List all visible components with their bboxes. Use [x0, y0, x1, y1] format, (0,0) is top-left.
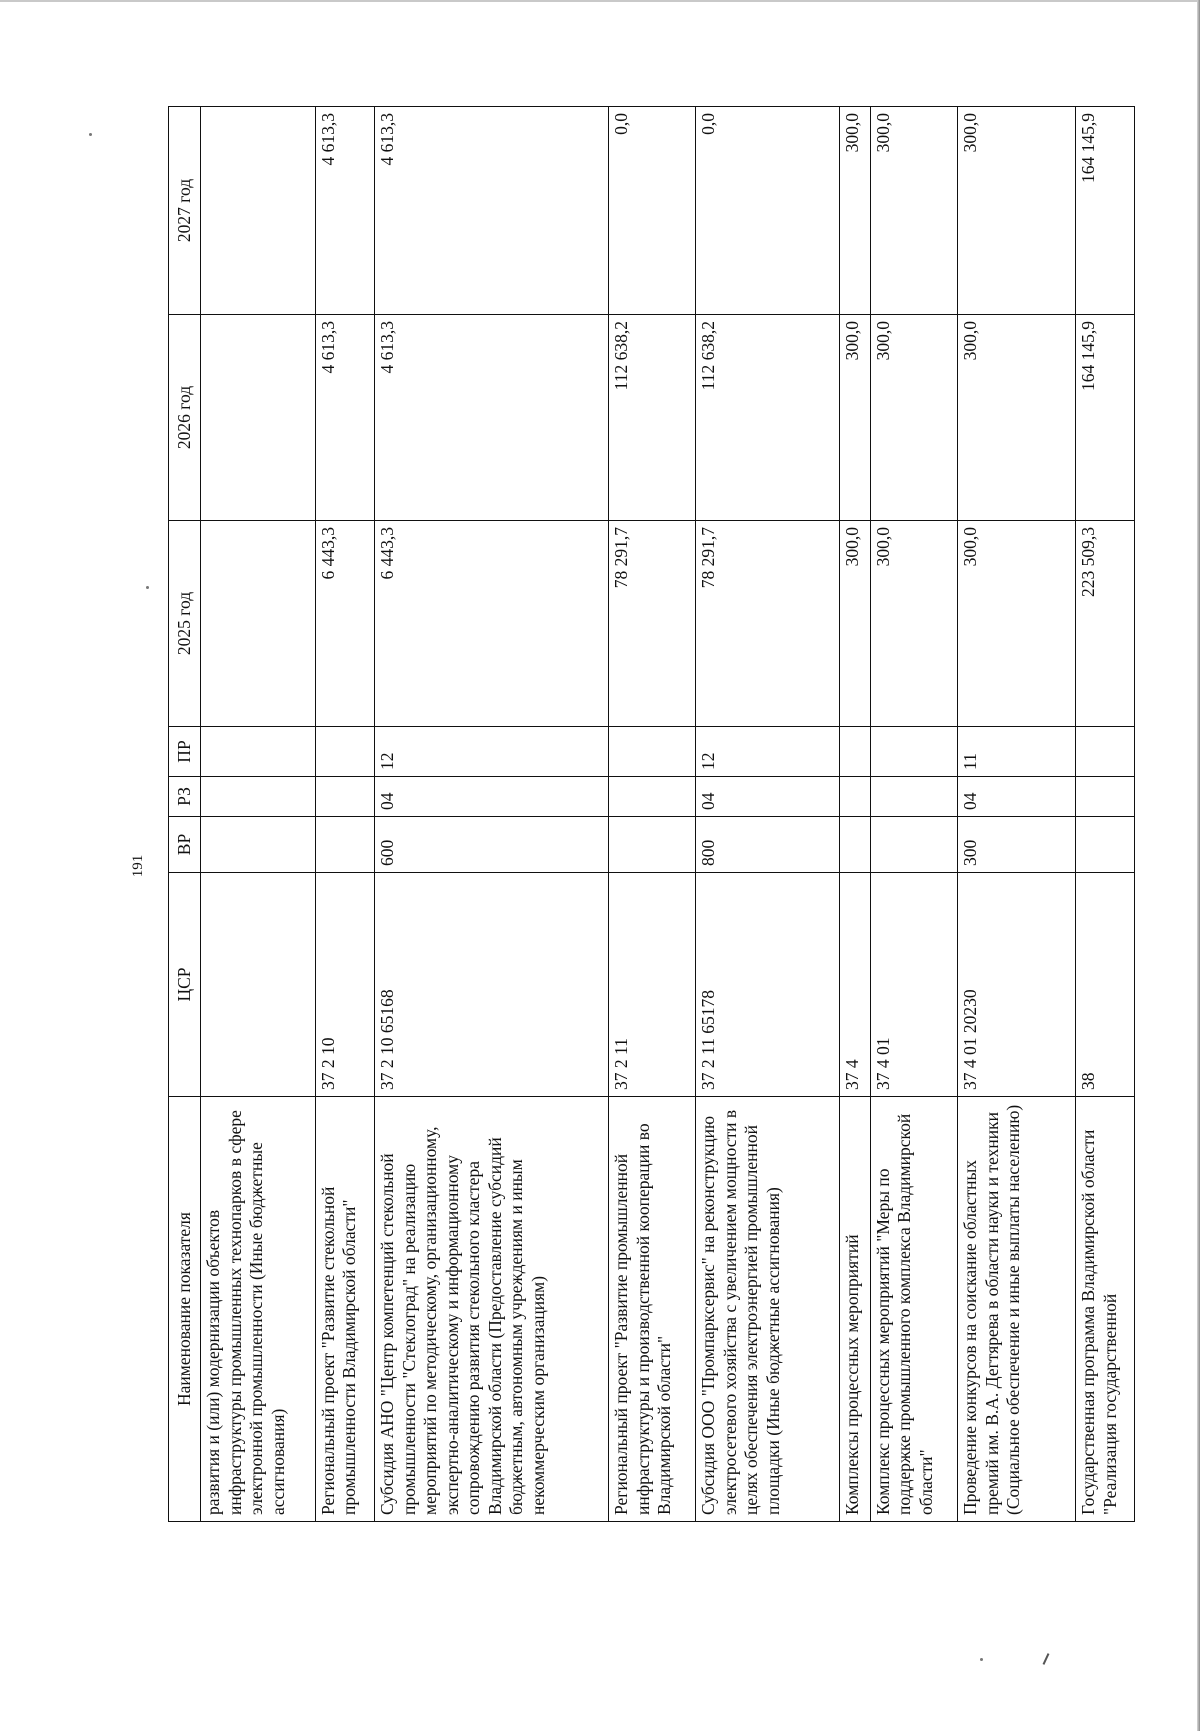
cell-2025: 78 291,7 — [696, 521, 840, 727]
table-row — [840, 107, 870, 1522]
cell-pr — [840, 727, 870, 777]
cell-pr — [201, 727, 316, 777]
cell-2027: 0,0 — [609, 107, 696, 315]
cell-2025: 6 443,3 — [315, 521, 375, 727]
budget-table — [168, 106, 1135, 1522]
cell-rz — [870, 777, 958, 817]
cell-pr — [1076, 727, 1135, 777]
cell-name: Государственная программа Владимирской области "Реализация государственной — [1076, 1097, 1135, 1522]
cell-2027 — [201, 107, 316, 315]
cell-rz — [201, 777, 316, 817]
cell-name: Региональный проект "Развитие промышленной инфраструктуры и производственной кооперации во Владимирской области" — [609, 1097, 696, 1522]
cell-2027: 164 145,9 — [1076, 107, 1135, 315]
table-row — [201, 107, 316, 1522]
cell-vr — [609, 817, 696, 873]
cell-vr — [315, 817, 375, 873]
cell-2027: 300,0 — [958, 107, 1076, 315]
cell-rz: 04 — [375, 777, 609, 817]
cell-2026: 300,0 — [958, 315, 1076, 521]
scan-speck — [980, 1658, 983, 1661]
cell-csr: 37 4 — [840, 873, 870, 1097]
cell-2025: 223 509,3 — [1076, 521, 1135, 727]
cell-name: Субсидия АНО "Центр компетенций стекольной промышленности "Стеклоград" на реализацию мероприятий по методическому, организационному, экспертно-аналитическому и информационному сопровождению развития стекольного кластера Владимирской области (Предоставление субсидий бюджетным, автономным учреждениям и иным некоммерческим организациям) — [375, 1097, 609, 1522]
cell-csr: 37 2 11 65178 — [696, 873, 840, 1097]
cell-2026: 4 613,3 — [375, 315, 609, 521]
cell-2026: 300,0 — [840, 315, 870, 521]
cell-csr: 37 4 01 — [870, 873, 958, 1097]
cell-2025: 300,0 — [958, 521, 1076, 727]
cell-pr — [315, 727, 375, 777]
cell-csr — [201, 873, 316, 1097]
header-rz: РЗ — [169, 777, 201, 817]
header-2027: 2027 год — [169, 107, 201, 315]
cell-csr: 37 2 10 — [315, 873, 375, 1097]
cell-csr: 37 2 11 — [609, 873, 696, 1097]
cell-rz: 04 — [696, 777, 840, 817]
cell-vr — [201, 817, 316, 873]
cell-2027: 0,0 — [696, 107, 840, 315]
cell-rz: 04 — [958, 777, 1076, 817]
table-row — [1076, 107, 1135, 1522]
cell-2026: 300,0 — [870, 315, 958, 521]
cell-name: Проведение конкурсов на соискание областных премий им. В.А. Дегтярева в области науки и техники (Социальное обеспечение и иные выплаты населению) — [958, 1097, 1076, 1522]
table-row — [609, 107, 696, 1522]
cell-csr: 38 — [1076, 873, 1135, 1097]
cell-rz — [840, 777, 870, 817]
cell-name: Региональный проект "Развитие стекольной промышленности Владимирской области" — [315, 1097, 375, 1522]
cell-pr — [609, 727, 696, 777]
cell-vr: 800 — [696, 817, 840, 873]
cell-2026: 112 638,2 — [609, 315, 696, 521]
cell-2026: 4 613,3 — [315, 315, 375, 521]
cell-csr: 37 4 01 20230 — [958, 873, 1076, 1097]
table-row — [375, 107, 609, 1522]
scan-pen-mark — [1043, 1653, 1050, 1665]
scan-speck — [146, 586, 149, 589]
cell-2025: 6 443,3 — [375, 521, 609, 727]
cell-vr — [1076, 817, 1135, 873]
header-2025: 2025 год — [169, 521, 201, 727]
table-header-row — [169, 107, 201, 1522]
header-name: Наименование показателя — [169, 1097, 201, 1522]
cell-name: развития и (или) модернизации объектов инфраструктуры промышленных технопарков в сфере электронной промышленности (Иные бюджетные ассигнования) — [201, 1097, 316, 1522]
cell-vr: 600 — [375, 817, 609, 873]
header-2026: 2026 год — [169, 315, 201, 521]
cell-rz — [315, 777, 375, 817]
header-csr: ЦСР — [169, 873, 201, 1097]
cell-2026 — [201, 315, 316, 521]
header-vr: ВР — [169, 817, 201, 873]
cell-name: Комплекс процессных мероприятий "Меры по поддержке промышленного комплекса Владимирской области" — [870, 1097, 958, 1522]
cell-2025: 300,0 — [870, 521, 958, 727]
table-row — [870, 107, 958, 1522]
table-row — [315, 107, 375, 1522]
cell-pr: 12 — [696, 727, 840, 777]
cell-2025: 78 291,7 — [609, 521, 696, 727]
cell-name: Субсидия ООО "Промпарксервис" на реконструкцию электросетевого хозяйства с увеличением мощности в целях обеспечения электроэнергией промышленной площадки (Иные бюджетные ассигнования) — [696, 1097, 840, 1522]
cell-vr: 300 — [958, 817, 1076, 873]
cell-2027: 4 613,3 — [315, 107, 375, 315]
cell-pr: 12 — [375, 727, 609, 777]
cell-2027: 300,0 — [870, 107, 958, 315]
cell-rz — [609, 777, 696, 817]
table-row — [696, 107, 840, 1522]
page-number: 191 — [130, 854, 146, 878]
cell-2026: 164 145,9 — [1076, 315, 1135, 521]
cell-pr: 11 — [958, 727, 1076, 777]
cell-csr: 37 2 10 65168 — [375, 873, 609, 1097]
cell-vr — [870, 817, 958, 873]
cell-2025 — [201, 521, 316, 727]
cell-pr — [870, 727, 958, 777]
header-pr: ПР — [169, 727, 201, 777]
cell-2027: 300,0 — [840, 107, 870, 315]
cell-2026: 112 638,2 — [696, 315, 840, 521]
table-row — [958, 107, 1076, 1522]
rotated-table-container — [168, 107, 1135, 1522]
cell-2027: 4 613,3 — [375, 107, 609, 315]
scan-speck — [89, 133, 92, 136]
cell-2025: 300,0 — [840, 521, 870, 727]
scan-top-edge — [0, 0, 1200, 2]
cell-vr — [840, 817, 870, 873]
cell-rz — [1076, 777, 1135, 817]
cell-name: Комплексы процессных мероприятий — [840, 1097, 870, 1522]
